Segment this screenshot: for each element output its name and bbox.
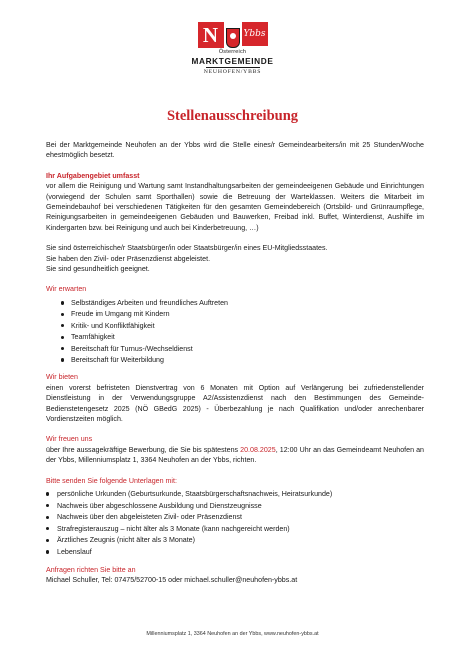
list-item: Freude im Umgang mit Kindern [61,309,424,319]
offer-paragraph: einen vorerst befristeten Dienstvertrag von 6 Monaten mit Option auf Verlängerung bei zufriedenstellender Dienstleistung in der Verwendungsgruppe A2/Assistenzdienst nach den Bestimmungen des Gemeinde-Bedienstetengesetz 2025 (NÖ GBedG 2025) - Überbezahlung je nach Qualifikation und/oder anrechenbarer Vordienstzeiten möglich. [46,383,424,423]
list-item: Nachweis über abgeschlossene Ausbildung und Dienstzeugnisse [46,501,424,511]
page-title: Stellenausschreibung [166,108,299,124]
logo-mark [198,22,268,48]
logo-country: Österreich [218,49,247,55]
list-item: Kritik- und Konfliktfähigkeit [61,321,424,331]
list-item: Selbständiges Arbeiten und freundliches Auftreten [61,298,424,308]
apply-heading: Wir freuen uns [46,435,93,444]
intro-paragraph: Bei der Marktgemeinde Neuhofen an der Ybbs wird die Stelle eines/r Gemeindearbeiters/in mit 25 Stunden/Woche ehestmöglich besetzt. [46,141,424,160]
list-item: Strafregisterauszug – nicht älter als 3 Monate (kann nachgereicht werden) [46,524,424,534]
logo-script: Ybbs [242,22,268,46]
logo-letter: N [198,22,224,48]
job-posting-body [46,140,424,585]
tasks-paragraph: vor allem die Reinigung und Wartung samt Instandhaltungsarbeiten der gemeindeeigenen Gebäude und Einrichtungen (vorwiegend der Schulen samt Sporthallen) sowie die Betreuung der Warteklassen. Weiters die Mitarbeit im Gemeindebauhof bei verschiedenen Tätigkeiten für den gesamten Gemeindebereich (Ortsbild- und Grünraumpflege, Reinigungsarbeiten in gemeindeeigenen Gebäuden und Bauwerken, Freibad inkl. Buffet, Winterdienst, Aushilfe im Kindergarten bzw. bei Reinigung und auch bei Kinderbetreuung, …) [46,182,424,232]
apply-text-before: über Ihre aussagekräftige Bewerbung, die Sie bis spätestens [46,445,241,454]
requirement-line: Sie sind gesundheitlich geeignet. [46,265,150,274]
logo-divider [206,67,260,68]
tasks-heading: Ihr Aufgabengebiet umfasst [46,171,140,180]
expect-heading: Wir erwarten [46,285,87,294]
logo-town: NEUHOFEN/YBBS [203,69,262,75]
contact-line: Michael Schuller, Tel: 07475/52700-15 oder michael.schuller@neuhofen-ybbs.at [46,575,298,584]
contact-heading: Anfragen richten Sie bitte an [46,565,136,574]
expect-list [46,298,424,365]
list-item: Bereitschaft für Turnus-/Wechseldienst [61,344,424,354]
municipality-logo [0,22,465,75]
documents-list [46,489,424,557]
apply-paragraph [46,445,424,466]
list-item: Teamfähigkeit [61,332,424,342]
list-item: persönliche Urkunden (Geburtsurkunde, Staatsbürgerschaftsnachweis, Heiratsurkunde) [46,489,424,499]
apply-text-after: , 12:00 Uhr an das Gemeindeamt Neuhofen an der Ybbs, Millenniumsplatz 1, 3364 Neuhofen an der Ybbs, richten. [46,445,424,465]
requirement-line: Sie sind österreichische/r Staatsbürger/in oder Staatsbürger/in eines EU-Mitgliedsstaates. [46,244,328,253]
coat-of-arms-icon [226,28,240,48]
list-item: Nachweis über den abgeleisteten Zivil- oder Präsenzdienst [46,512,424,522]
offer-heading: Wir bieten [46,373,78,382]
requirement-line: Sie haben den Zivil- oder Präsenzdienst abgeleistet. [46,254,211,263]
logo-municipality: MARKTGEMEINDE [191,56,274,66]
list-item: Ärztliches Zeugnis (nicht älter als 3 Monate) [46,535,424,545]
deadline-date: 20.08.2025 [240,445,276,454]
documents-heading: Bitte senden Sie folgende Unterlagen mit: [46,476,177,485]
list-item: Lebenslauf [46,547,424,557]
list-item: Bereitschaft für Weiterbildung [61,355,424,365]
page-footer: Millenniumsplatz 1, 3364 Neuhofen an der Ybbs, www.neuhofen-ybbs.at [146,631,319,637]
